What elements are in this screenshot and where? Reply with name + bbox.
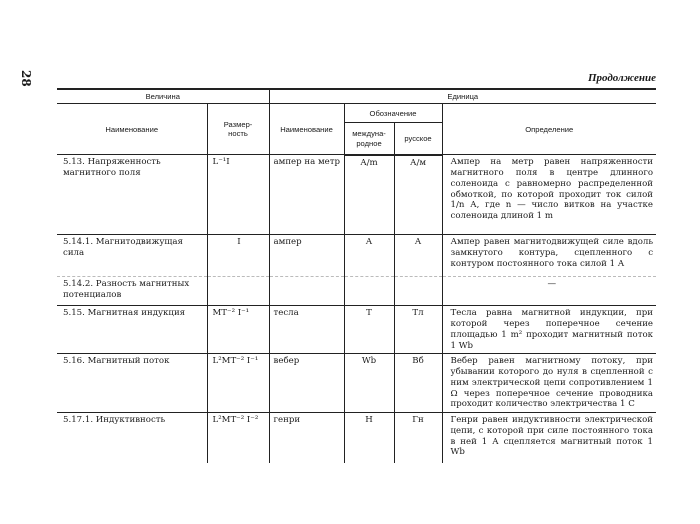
- russian-symbol: А/м: [394, 155, 442, 235]
- russian-symbol: [394, 277, 442, 306]
- unit-name: генри: [269, 413, 344, 463]
- russian-symbol: А: [394, 235, 442, 277]
- russian-symbol: Гн: [394, 413, 442, 463]
- header-designation: Обозначение: [344, 104, 442, 123]
- international-symbol: Wb: [344, 354, 394, 413]
- header-row-groups: [57, 89, 656, 104]
- international-symbol: A/m: [344, 155, 394, 235]
- header-unit-group: Единица: [269, 89, 656, 104]
- definition: Ампер на метр равен напряженности магнитного поля в центре длинного соленоида с равномерно распределенной обмоткой, по которой проходит ток силой 1/n А, где n — число витков на участке соленоида длиной 1 m: [442, 155, 656, 235]
- header-russian: русское: [394, 123, 442, 155]
- dimension: MT⁻² I⁻¹: [207, 306, 269, 354]
- international-symbol: T: [344, 306, 394, 354]
- header-definition: Определение: [442, 104, 656, 155]
- unit-name: ампер на метр: [269, 155, 344, 235]
- header-dimension: Размер- ность: [207, 104, 269, 155]
- dimension: L⁻¹I: [207, 155, 269, 235]
- international-symbol: [344, 277, 394, 306]
- dimension: I: [207, 235, 269, 277]
- table-row: [57, 235, 656, 277]
- unit-name: тесла: [269, 306, 344, 354]
- international-symbol: H: [344, 413, 394, 463]
- table-row: [57, 277, 656, 306]
- dimension: [207, 277, 269, 306]
- table-row: [57, 306, 656, 354]
- quantity-name: 5.13. Напряженность магнитного поля: [57, 155, 207, 235]
- international-symbol: A: [344, 235, 394, 277]
- definition: Генри равен индуктивности электрической цепи, с которой при силе постоянного тока в ней 1 А сцепляется магнитный поток 1 Wb: [450, 415, 654, 458]
- header-quantity-name: Наименование: [57, 104, 207, 155]
- quantity-name: 5.15. Магнитная индукция: [57, 306, 207, 354]
- unit-name: ампер: [269, 235, 344, 277]
- definition: Вебер равен магнитному потоку, при убывании которого до нуля в сцепленной с ним электрической цепи сопротивлением 1 Ω через поперечное сечение проводника проходит количество электричества 1 С: [442, 354, 656, 413]
- unit-name: вебер: [269, 354, 344, 413]
- continuation-label: Продолжение: [587, 72, 656, 84]
- units-table: [57, 88, 656, 463]
- header-row-designation: [57, 104, 656, 123]
- quantity-name: 5.14.2. Разность магнитных потенциалов: [57, 277, 207, 306]
- unit-name: [269, 277, 344, 306]
- russian-symbol: Тл: [394, 306, 442, 354]
- russian-symbol: Вб: [394, 354, 442, 413]
- header-international: междуна- родное: [344, 123, 394, 155]
- definition: Ампер равен магнитодвижущей силе вдоль замкнутого контура, сцепленного с контуром постоянного тока силой 1 А: [442, 235, 656, 277]
- definition: —: [442, 277, 656, 306]
- header-quantity-group: Величина: [57, 89, 269, 104]
- definition: Тесла равна магнитной индукции, при которой через поперечное сечение площадью 1 m² проходит магнитный поток 1 Wb: [442, 306, 656, 354]
- dimension: L²MT⁻² I⁻²: [207, 413, 269, 463]
- quantity-name: 5.16. Магнитный поток: [57, 354, 207, 413]
- table-row: [57, 155, 656, 235]
- quantity-name: 5.17.1. Индуктивность: [57, 413, 207, 463]
- dimension: L²MT⁻² I⁻¹: [207, 354, 269, 413]
- table-row: [57, 413, 656, 463]
- page-number: 28: [19, 70, 33, 87]
- quantity-name: 5.14.1. Магнитодвижущая сила: [57, 235, 207, 277]
- header-unit-name: Наименование: [269, 104, 344, 155]
- table-row: [57, 354, 656, 413]
